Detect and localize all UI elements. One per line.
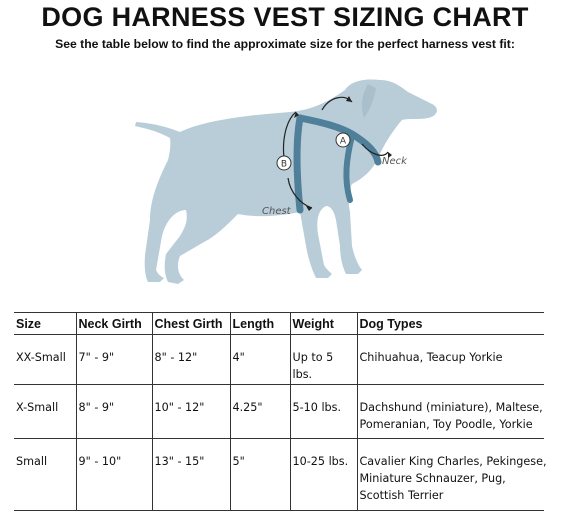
dog-types-cell — [357, 385, 544, 439]
size-cell: X-Small — [14, 385, 76, 439]
dog-types-line: Miniature Schnauzer, Pug, — [359, 472, 506, 485]
column-header-length: Length — [230, 313, 290, 335]
dog-types-cell — [357, 439, 547, 511]
chest-girth-cell: 10" - 12" — [152, 385, 230, 439]
neck-label: Neck — [382, 156, 407, 167]
marker-b-label: B — [280, 159, 288, 170]
weight-cell: Up to 5 lbs. — [290, 335, 357, 385]
column-header-size: Size — [14, 313, 76, 335]
dog-types-cell — [357, 335, 544, 385]
dog-silhouette — [135, 79, 437, 284]
neck-girth-cell: 9" - 10" — [76, 439, 152, 511]
column-header-dog-types: Dog Types — [357, 313, 544, 335]
marker-a-label: A — [339, 136, 347, 147]
dog-types-line: Scottish Terrier — [359, 489, 444, 502]
harness-chest-strap — [297, 118, 300, 210]
weight-cell: 10-25 lbs. — [290, 439, 357, 511]
neck-girth-cell: 7" - 9" — [76, 335, 152, 385]
length-cell: 4" — [230, 335, 290, 385]
dog-types-line: Pomeranian, Toy Poodle, Yorkie — [359, 418, 533, 431]
sizing-table — [14, 312, 547, 511]
length-cell: 5" — [230, 439, 290, 511]
dog-types-line: Chihuahua, Teacup Yorkie — [359, 351, 503, 364]
size-cell: Small — [14, 439, 76, 511]
column-header-chest-girth: Chest Girth — [152, 313, 230, 335]
table-row — [14, 385, 544, 439]
weight-cell: 5-10 lbs. — [290, 385, 357, 439]
chart-title: DOG HARNESS VEST SIZING CHART — [41, 2, 529, 32]
chart-subtitle: See the table below to find the approximate size for the perfect harness vest fit: — [55, 37, 515, 51]
column-header-weight: Weight — [290, 313, 357, 335]
neck-girth-cell: 8" - 9" — [76, 385, 152, 439]
chest-label: Chest — [262, 206, 291, 217]
table-header-row — [14, 313, 544, 335]
length-cell: 4.25" — [230, 385, 290, 439]
dog-illustration — [0, 60, 570, 305]
dog-diagram — [0, 60, 570, 305]
table-row — [14, 439, 544, 511]
size-cell: XX-Small — [14, 335, 76, 385]
column-header-neck-girth: Neck Girth — [76, 313, 152, 335]
dog-types-line: Dachshund (miniature), Maltese, — [359, 401, 543, 414]
chest-girth-cell: 8" - 12" — [152, 335, 230, 385]
table-row — [14, 335, 544, 385]
chest-girth-cell: 13" - 15" — [152, 439, 230, 511]
dog-types-line: Cavalier King Charles, Pekingese, — [359, 455, 547, 468]
